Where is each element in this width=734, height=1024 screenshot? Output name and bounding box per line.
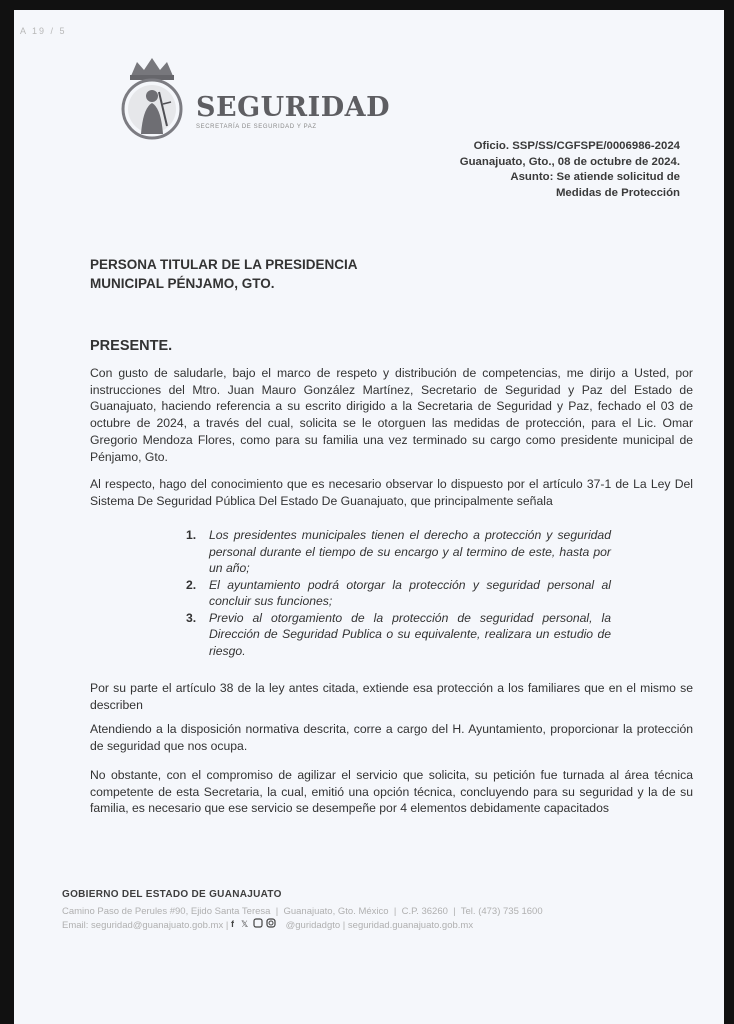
body-paragraph-2: Al respecto, hago del conocimiento que es necesario observar lo dispuesto por el artículo 37-1 de La Ley Del Sistema De Seguridad Pública Del Estado De Guanajuato, que principalmente señala: [90, 477, 693, 508]
list-text: El ayuntamiento podrá otorgar la protección y seguridad personal al concluir sus funciones;: [209, 577, 611, 608]
list-number: 2.: [186, 577, 197, 592]
body-paragraph-1: Con gusto de saludarle, bajo el marco de respeto y distribución de competencias, me dirijo a Usted, por instrucciones del Mtro. Juan Mauro González Martínez, Secretario de Seguridad y Paz del Estado de Guanajuato, haciendo referencia a su escrito dirigido a la Secretaria de Seguridad y Paz, fechado el 03 de octubre de 2024, a través del cual, solicita se le otorguen las medidas de protección, para el Lic. Omar Gregorio Mendoza Flores, como para su familia una vez terminado su cargo como presidente municipal de Pénjamo, Gto.: [90, 366, 693, 464]
asunto-line-1: Asunto: Se atiende solicitud de: [510, 171, 680, 183]
reference-block: [460, 139, 680, 201]
brand-name: SEGURIDAD: [196, 92, 391, 123]
addressee-line-2: MUNICIPAL PÉNJAMO, GTO.: [90, 276, 275, 291]
addressee-line-1: PERSONA TITULAR DE LA PRESIDENCIA: [90, 257, 358, 272]
body-paragraph-4: Atendiendo a la disposición normativa descrita, corre a cargo del H. Ayuntamiento, proporcionar la protección de seguridad que nos ocupa.: [90, 722, 693, 753]
body-paragraph-3: Por su parte el artículo 38 de la ley antes citada, extiende esa protección a los familiares que en el mismo se describen: [90, 681, 693, 712]
footer-city: Guanajuato, Gto. México: [283, 905, 389, 917]
list-item: [186, 577, 611, 610]
scan-border-right: [724, 0, 734, 1024]
corner-mark: A 19 / 5: [20, 26, 67, 36]
footer-cp: C.P. 36260: [401, 905, 448, 917]
footer-contact-row: Email: seguridad@guanajuato.gob.mx | f 𝕏 @guridadgto | seguridad.guanajuato.gob.mx: [62, 919, 474, 931]
asunto-line-2: Medidas de Protección: [555, 186, 680, 199]
body-paragraph-5: No obstante, con el compromiso de agilizar el servicio que solicita, su petición fue turnada al área técnica competente de esta Secretaria, la cual, emitió una opción técnica, concluyendo para su seguridad y la de su familia, es necesario que ese servicio se desempeñe por 4 elementos debidamente capacitados: [90, 768, 693, 816]
list-text: Previo al otorgamiento de la protección de seguridad personal, la Dirección de Seguridad Publica o su equivalente, realizara un estudio de riesgo.: [209, 610, 611, 658]
list-item: [186, 610, 611, 660]
svg-text:f: f: [230, 919, 234, 928]
list-number: 1.: [186, 528, 197, 542]
place-date: Guanajuato, Gto., 08 de octubre de 2024.: [459, 155, 680, 168]
oficio-number: Oficio. SSP/SS/CGFSPE/0006986-2024: [473, 140, 680, 152]
seguridad-seal-icon: [117, 56, 187, 142]
list-text: Los presidentes municipales tienen el derecho a protección y seguridad personal durante el tiempo de su encargo y al termino de este, hasta por un año;: [209, 528, 611, 575]
greeting: PRESENTE.: [90, 338, 173, 354]
svg-text:𝕏: 𝕏: [240, 919, 249, 928]
article-list: [186, 527, 611, 659]
footer-email: Email: seguridad@guanajuato.gob.mx: [62, 919, 224, 931]
footer-tel: Tel. (473) 735 1600: [460, 905, 543, 917]
footer-address: Camino Paso de Perules #90, Ejido Santa Teresa: [62, 905, 271, 917]
social-icons: [231, 918, 283, 933]
footer-government: GOBIERNO DEL ESTADO DE GUANAJUATO: [62, 889, 282, 900]
footer-website: seguridad.guanajuato.gob.mx: [347, 919, 474, 931]
footer: [62, 888, 543, 933]
social-icons-group: [231, 918, 283, 928]
footer-social-handle: @guridadgto: [285, 919, 341, 931]
scan-border-top: [0, 0, 734, 10]
footer-address-row: Camino Paso de Perules #90, Ejido Santa Teresa | Guanajuato, Gto. México | C.P. 36260 | Tel. (473) 735 1600: [62, 905, 543, 917]
list-item: [186, 527, 611, 577]
brand-subtitle: SECRETARÍA DE SEGURIDAD Y PAZ: [196, 124, 317, 130]
addressee: [90, 255, 358, 293]
list-number: 3.: [186, 610, 197, 625]
scan-border-left: [0, 0, 14, 1024]
